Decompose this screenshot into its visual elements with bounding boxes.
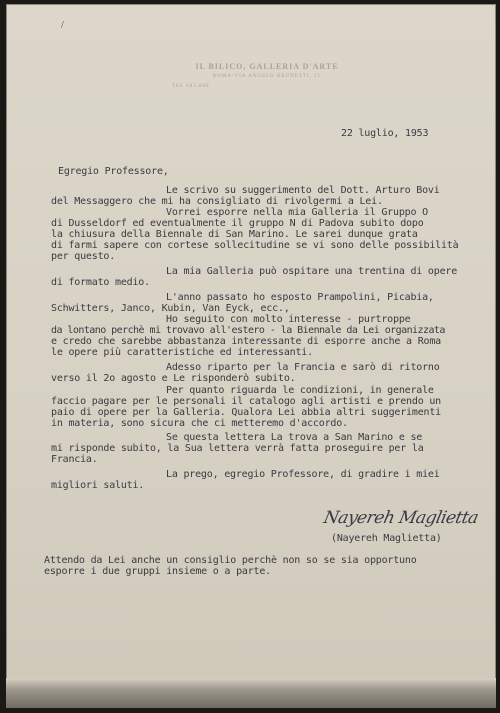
- paper-bottom-edge: [6, 678, 496, 708]
- body-line: Per quanto riguarda le condizioni, in generale: [166, 385, 434, 396]
- body-line: Ho seguito con molto interesse - purtroppe: [166, 314, 411, 325]
- body-line: e credo che sarebbe abbastanza interessante di esporre anche a Roma: [51, 336, 441, 347]
- body-line: Francia.: [51, 454, 98, 465]
- body-line: del Messaggero che mi ha consigliato di rivolgermi a Lei.: [51, 196, 383, 207]
- postscript-line: esporre i due gruppi insieme o a parte.: [44, 566, 271, 577]
- postscript-line: Attendo da Lei anche un consiglio perchè non so se sia opportuno: [44, 555, 417, 566]
- body-line: da lontano perchè mi trovavo all'estero - la Biennale da Lei organizzata: [51, 325, 445, 336]
- signature-printed-name: (Nayereh Maglietta): [331, 533, 442, 544]
- body-line: L'anno passato ho esposto Prampolini, Picabia,: [166, 292, 434, 303]
- body-line: Schwitters, Janco, Kubin, Van Eyck, ecc.,: [51, 303, 290, 314]
- body-line: Se questa lettera La trova a San Marino e se: [166, 432, 423, 443]
- body-line: migliori saluti.: [51, 480, 145, 491]
- letter-sheet: [6, 4, 496, 708]
- body-line: la chiusura della Biennale di San Marino. Le sarei dunque grata: [51, 229, 418, 240]
- letterhead-address: ROMA-VIA ANGELO BRUNETTI, 21: [212, 74, 322, 79]
- margin-mark: /: [61, 20, 64, 31]
- handwritten-signature: Nayereh Maglietta: [321, 508, 481, 528]
- letterhead-name: IL BILICO, GALLERIA D'ARTE: [195, 62, 339, 71]
- body-line: La prego, egregio Professore, di gradire i miei: [166, 469, 440, 480]
- body-line: Le scrivo su suggerimento del Dott. Arturo Bovi: [166, 185, 440, 196]
- letter-date: 22 luglio, 1953: [341, 128, 429, 139]
- body-line: verso il 2o agosto e Le risponderò subito.: [51, 373, 296, 384]
- salutation: Egregio Professore,: [58, 166, 169, 177]
- body-line: Vorrei esporre nella mia Galleria il Gruppo O: [166, 207, 428, 218]
- body-line: paio di opere per la Galleria. Qualora Lei abbia altri suggerimenti: [51, 407, 441, 418]
- body-line: faccio pagare per le personali il catalogo agli artisti e prendo un: [51, 396, 441, 407]
- body-line: Adesso riparto per la Francia e sarò di ritorno: [166, 362, 440, 373]
- body-line: mi risponde subito, la Sua lettera verrà fatta proseguire per la: [51, 443, 424, 454]
- body-line: le opere più caratteristiche ed interessanti.: [51, 347, 313, 358]
- body-line: La mia Galleria può ospitare una trentina di opere: [166, 266, 458, 277]
- letterhead-telephone: TEL 683.888: [172, 84, 210, 89]
- body-line: di Dusseldorf ed eventualmente il gruppo N di Padova subito dopo: [51, 218, 424, 229]
- body-line: in materia, sono sicura che ci metteremo d'accordo.: [51, 418, 348, 429]
- body-line: per questo.: [51, 251, 116, 262]
- body-line: di formato medio.: [51, 277, 150, 288]
- body-line: di farmi sapere con cortese sollecitudine se vi sono delle possibilità: [51, 240, 459, 251]
